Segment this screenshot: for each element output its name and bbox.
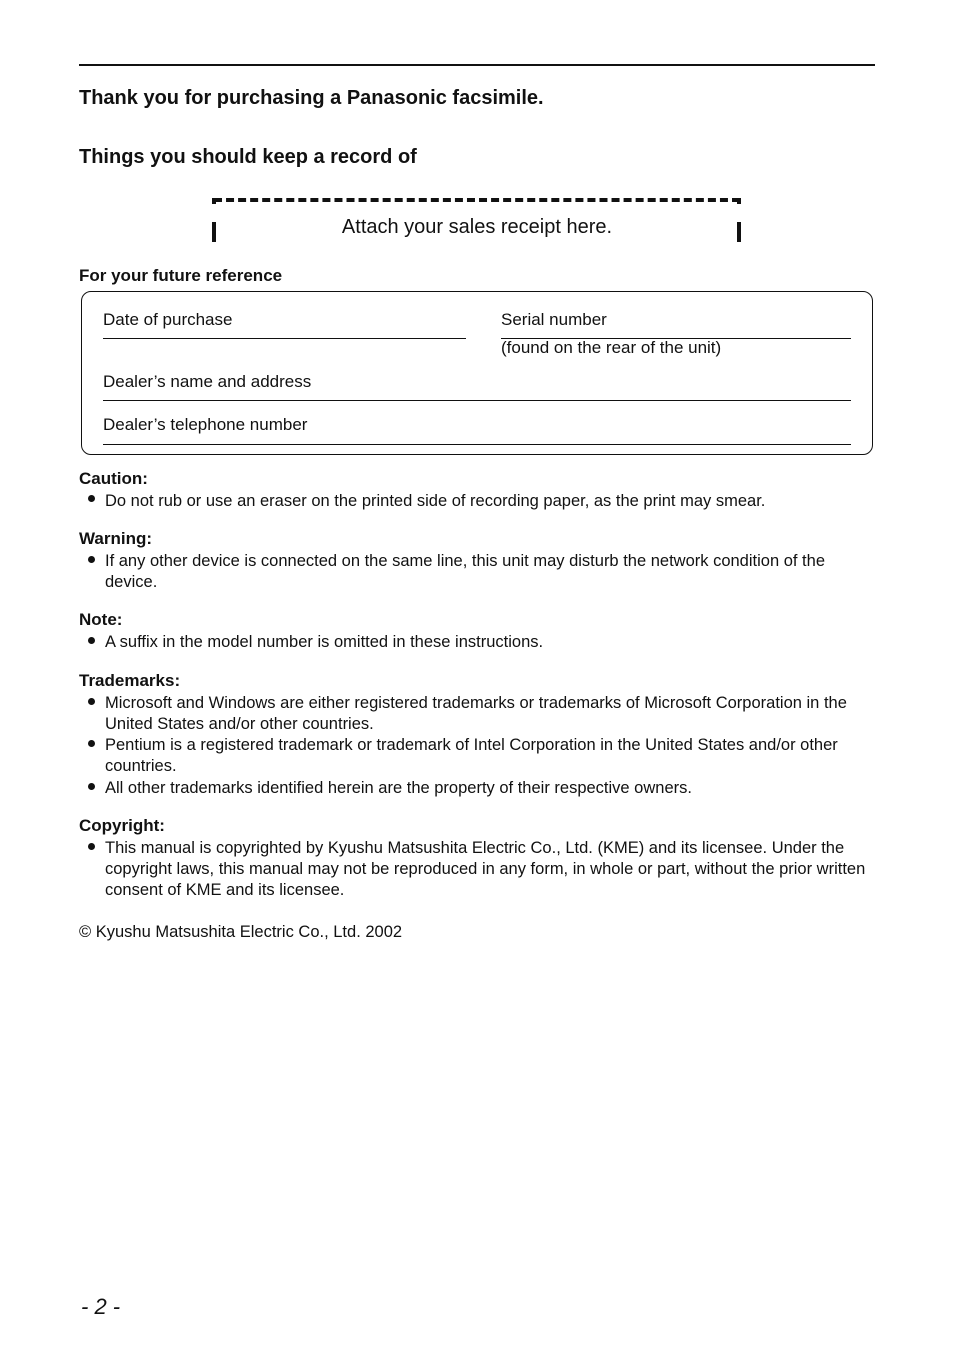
trademark-item-microsoft: Microsoft and Windows are either registered trademarks or trademarks of Microsoft Corporation in the United States and/or other countries.: [105, 694, 847, 733]
reference-title: For your future reference: [79, 266, 283, 285]
receipt-corner-top-right: [737, 198, 741, 204]
note-item: A suffix in the model number is omitted in these instructions.: [105, 633, 544, 651]
note-title: Note:: [79, 610, 123, 629]
thank-you-heading: Thank you for purchasing a Panasonic facsimile.: [79, 87, 544, 109]
serial-number-label: Serial number: [501, 310, 607, 329]
warning-item: If any other device is connected on the same line, this unit may disturb the network condition of the device.: [105, 552, 825, 591]
date-of-purchase-line: [103, 338, 466, 339]
date-of-purchase-label: Date of purchase: [103, 310, 233, 329]
dealer-phone-label: Dealer’s telephone number: [103, 415, 308, 434]
warning-title: Warning:: [79, 529, 153, 548]
page-number: - 2 -: [81, 1294, 121, 1319]
bullet-icon: [88, 556, 95, 563]
top-rule: [79, 64, 875, 66]
bullet-icon: [88, 698, 95, 705]
serial-number-note: (found on the rear of the unit): [501, 338, 722, 357]
bullet-icon: [88, 637, 95, 644]
caution-item: Do not rub or use an eraser on the printed side of recording paper, as the print may smear.: [105, 492, 766, 510]
receipt-instruction: Attach your sales receipt here.: [341, 216, 613, 238]
copyright-item: This manual is copyrighted by Kyushu Matsushita Electric Co., Ltd. (KME) and its licensee. Under the copyright laws, this manual may not be reproduced in any form, in whole or part, without the prior written consent of KME and its licensee.: [105, 839, 866, 899]
bullet-icon: [88, 740, 95, 747]
trademark-item-other: All other trademarks identified herein are the property of their respective owners.: [105, 779, 692, 797]
bullet-icon: [88, 843, 95, 850]
caution-title: Caution:: [79, 469, 148, 488]
dealer-name-line: [103, 400, 851, 401]
dealer-name-label: Dealer’s name and address: [103, 372, 312, 391]
trademarks-title: Trademarks:: [79, 671, 181, 690]
bullet-icon: [88, 495, 95, 502]
receipt-corner-top-left: [212, 198, 216, 204]
record-heading: Things you should keep a record of: [79, 146, 417, 168]
bullet-icon: [88, 783, 95, 790]
dealer-phone-line: [103, 444, 851, 445]
receipt-dashed-border: [214, 198, 740, 202]
trademark-item-pentium: Pentium is a registered trademark or trademark of Intel Corporation in the United States and/or other countries.: [105, 736, 838, 775]
copyright-title: Copyright:: [79, 816, 165, 835]
copyright-line: © Kyushu Matsushita Electric Co., Ltd. 2002: [79, 923, 403, 941]
